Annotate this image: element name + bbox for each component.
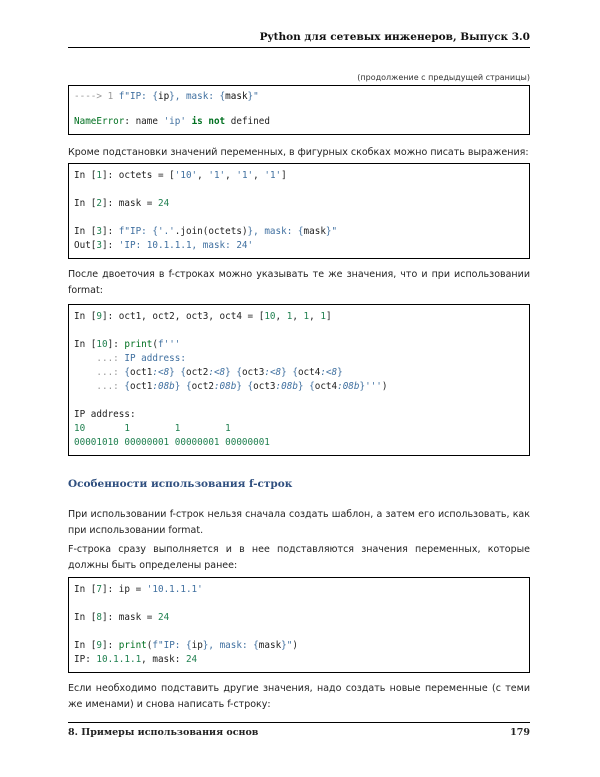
code-line xyxy=(74,611,524,625)
code-block-2 xyxy=(68,163,530,259)
code-token: In [ xyxy=(74,226,97,237)
paragraph: F-строка сразу выполняется и в нее подставляются значения переменных, которые должны быть определены ранее: xyxy=(68,544,530,571)
code-token: ----> 1 xyxy=(74,91,119,102)
code-line xyxy=(74,380,524,394)
code-token: ...: xyxy=(74,381,125,392)
code-token: : name xyxy=(124,116,164,127)
code-token: 1 xyxy=(96,170,102,181)
code-token: f"IP: { xyxy=(118,226,158,237)
code-token: In [ xyxy=(74,170,97,181)
code-block-1 xyxy=(68,85,530,135)
code-token: In [ xyxy=(74,311,97,322)
code-line xyxy=(74,239,524,253)
code-token: ]: octets = [ xyxy=(102,170,175,181)
code-token: In [ xyxy=(74,584,97,595)
code-token: In [ xyxy=(74,198,97,209)
code-token: '.' xyxy=(157,226,175,237)
code-line xyxy=(74,183,524,197)
code-line xyxy=(74,211,524,225)
code-token: ] xyxy=(325,311,332,322)
code-token: IP address: xyxy=(74,409,136,420)
code-token: f''' xyxy=(158,339,181,350)
code-token: In [ xyxy=(74,640,97,651)
code-line xyxy=(74,169,524,183)
code-line xyxy=(74,225,524,239)
code-token: { xyxy=(124,367,130,378)
code-token: ]: xyxy=(102,240,119,251)
paragraph: После двоеточия в f-строках можно указывать те же значения, что и при использовании format: xyxy=(68,269,530,296)
code-token: ]: oct1, oct2, oct3, oct4 = [ xyxy=(102,311,265,322)
code-token: 9 xyxy=(96,311,102,322)
code-token: ]: xyxy=(102,226,119,237)
code-token: ]: xyxy=(107,339,125,350)
code-token: oct2 xyxy=(191,381,214,392)
code-line xyxy=(74,91,524,104)
code-token: ...: xyxy=(74,367,125,378)
code-token: '1' xyxy=(264,170,282,181)
code-token: { xyxy=(124,381,130,392)
code-token: IP: xyxy=(74,654,97,665)
code-token: ...: xyxy=(74,353,125,364)
paragraph: Кроме подстановки значений переменных, в фигурных скобках можно писать выражения: xyxy=(68,147,529,158)
code-token: :<8 xyxy=(264,367,282,378)
footer-chapter: 8. Примеры использования основ xyxy=(68,727,259,738)
code-token: oct1 xyxy=(129,381,153,392)
code-token: :08b xyxy=(152,381,175,392)
code-token: 2 xyxy=(96,198,102,209)
code-token: In [ xyxy=(74,612,97,623)
code-token: :<8 xyxy=(320,367,338,378)
code-token: oct4 xyxy=(297,367,321,378)
code-token: NameError xyxy=(74,116,125,127)
code-token: '1' xyxy=(208,170,226,181)
code-line xyxy=(74,197,524,211)
code-token: 00001010 00000001 00000001 00000001 xyxy=(74,437,270,448)
code-token: } { xyxy=(174,381,192,392)
code-token: , xyxy=(253,170,265,181)
code-line xyxy=(74,408,524,422)
code-token: 10 1 1 1 xyxy=(74,423,231,434)
code-token: mask xyxy=(303,226,326,237)
code-token: print xyxy=(118,640,147,651)
code-token: }''' xyxy=(359,381,382,392)
code-token: , xyxy=(292,311,304,322)
continuation-note: (продолжение с предыдущей страницы) xyxy=(357,73,530,82)
code-line xyxy=(74,653,524,667)
section-heading: Особенности использования f-строк xyxy=(68,478,293,490)
code-token: ) xyxy=(292,640,298,651)
code-token: ) xyxy=(381,381,388,392)
code-token: 1 xyxy=(303,311,310,322)
code-token: ip xyxy=(157,91,170,102)
code-token: 3 xyxy=(96,226,102,237)
code-line xyxy=(74,436,524,450)
code-token: , mask: xyxy=(141,654,186,665)
code-token: 24 xyxy=(157,612,170,623)
code-token: oct3 xyxy=(253,381,276,392)
code-token: Out[ xyxy=(74,240,97,251)
code-token: :08b xyxy=(213,381,237,392)
code-token: 10 xyxy=(96,339,108,350)
code-token: ]: mask = xyxy=(102,612,158,623)
code-token: 10 xyxy=(264,311,276,322)
code-token: '10' xyxy=(174,170,198,181)
code-token: :<8 xyxy=(152,367,170,378)
footer-rule xyxy=(68,722,530,723)
running-header: Python для сетевых инженеров, Выпуск 3.0 xyxy=(259,31,530,43)
code-token: ( xyxy=(152,339,158,350)
code-line xyxy=(74,310,524,324)
code-token: mask xyxy=(258,640,282,651)
code-token: IP address: xyxy=(124,353,186,364)
code-line xyxy=(74,625,524,639)
code-token: .join(octets) xyxy=(174,226,248,237)
code-token: } { xyxy=(297,381,315,392)
code-line xyxy=(74,597,524,611)
code-token: :08b xyxy=(337,381,360,392)
code-token: } { xyxy=(169,367,186,378)
code-token: f"IP: { xyxy=(118,91,158,102)
paragraph: При использовании f-строк нельзя сначала создать шаблон, а затем его использовать, как при использовании format. xyxy=(68,509,530,536)
code-token: ( xyxy=(146,640,153,651)
code-token: is not xyxy=(191,116,226,127)
code-token: , xyxy=(197,170,209,181)
code-line xyxy=(74,639,524,653)
code-line xyxy=(74,366,524,380)
code-token: 24 xyxy=(185,654,198,665)
code-token: oct1 xyxy=(129,367,153,378)
header-rule xyxy=(68,47,530,48)
code-line xyxy=(74,116,524,129)
code-token: }" xyxy=(247,91,259,102)
code-token: In [ xyxy=(74,339,97,350)
code-token: } { xyxy=(236,381,254,392)
code-token: 1 xyxy=(286,311,293,322)
code-token: } { xyxy=(281,367,298,378)
code-token: }, mask: { xyxy=(169,91,226,102)
paragraph: Если необходимо подставить другие значения, надо создать новые переменные (с теми же именами) и снова написать f-строку: xyxy=(68,683,530,710)
code-token: , xyxy=(275,311,287,322)
code-token: ]: ip = xyxy=(102,584,147,595)
code-token: 1 xyxy=(320,311,326,322)
code-block-4 xyxy=(68,577,530,673)
code-line xyxy=(74,324,524,338)
page-number: 179 xyxy=(510,727,530,738)
code-token: 8 xyxy=(96,612,102,623)
code-line xyxy=(74,104,524,117)
code-token: ]: xyxy=(102,640,119,651)
code-token: }, mask: { xyxy=(202,640,259,651)
code-line xyxy=(74,583,524,597)
code-token: ]: mask = xyxy=(102,198,158,209)
code-token: }" xyxy=(281,640,293,651)
code-token: ] xyxy=(281,170,287,181)
code-token: :<8 xyxy=(208,367,226,378)
code-token: , xyxy=(309,311,321,322)
code-token: } xyxy=(337,367,343,378)
code-token: 10.1.1.1 xyxy=(96,654,142,665)
code-token: '1' xyxy=(236,170,254,181)
code-token: 9 xyxy=(96,640,102,651)
code-token: oct3 xyxy=(241,367,265,378)
code-token: defined xyxy=(225,116,270,127)
code-line xyxy=(74,422,524,436)
code-token: oct2 xyxy=(185,367,209,378)
code-token: print xyxy=(124,339,153,350)
code-token: '10.1.1.1' xyxy=(146,584,203,595)
code-token: 3 xyxy=(96,240,102,251)
code-token: f"IP: { xyxy=(152,640,192,651)
code-block-3 xyxy=(68,304,530,456)
code-token: ip xyxy=(191,640,203,651)
code-line xyxy=(74,394,524,408)
code-token: 24 xyxy=(157,198,170,209)
code-token: mask xyxy=(225,91,248,102)
code-token: }, mask: { xyxy=(247,226,304,237)
code-token: 'ip' xyxy=(163,116,186,127)
code-token: } { xyxy=(225,367,242,378)
code-token: 7 xyxy=(96,584,102,595)
code-line xyxy=(74,338,524,352)
code-token: oct4 xyxy=(314,381,338,392)
code-token: }" xyxy=(325,226,338,237)
code-token: 'IP: 10.1.1.1, mask: 24' xyxy=(118,240,254,251)
code-token: :08b xyxy=(275,381,298,392)
code-line xyxy=(74,352,524,366)
code-token: , xyxy=(225,170,237,181)
